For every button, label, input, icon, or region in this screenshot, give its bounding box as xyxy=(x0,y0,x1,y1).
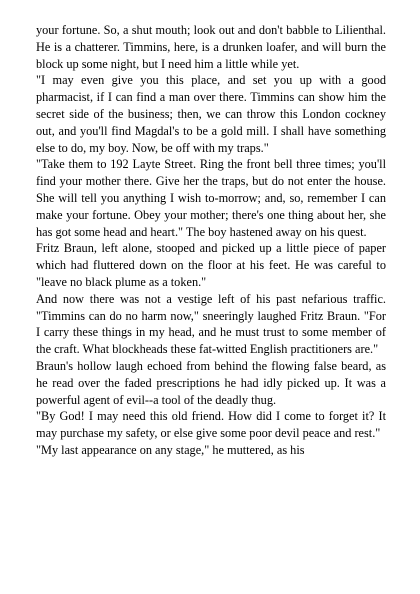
paragraph-5: And now there was not a vestige left of his past nefarious traffic. "Timmins can do no harm now," sneeringly laughed Fritz Braun. "For I carry these things in my head, and he must trust to some member of the craft. What blockheads these fat-witted English practitioners are." xyxy=(36,291,386,357)
paragraph-6: Braun's hollow laugh echoed from behind the flowing false beard, as he read over the faded prescriptions he had idly picked up. It was a powerful agent of evil--a tool of the deadly thug. xyxy=(36,358,386,407)
paragraph-4: Fritz Braun, left alone, stooped and picked up a little piece of paper which had fluttered down on the floor at his feet. He was careful to "leave no black plume as a token." xyxy=(36,241,386,289)
paragraph-7: "By God! I may need this old friend. How did I come to forget it? It may purchase my safety, or else give some poor devil peace and rest." xyxy=(36,409,386,441)
paragraph-2: "I may even give you this place, and set you up with a good pharmacist, if I can find a man over there. Timmins can show him the secret side of the business; then, we can throw this London cockney out, and you'll find Magdal's to be a gold mill. I shall have something else to do, my boy. Now, be off with my traps." xyxy=(36,73,386,155)
paragraph-8: "My last appearance on any stage," he muttered, as his xyxy=(36,442,305,457)
paragraph-1: your fortune. So, a shut mouth; look out and don't babble to Lilienthal. He is a chatterer. Timmins, here, is a drunken loafer, and will burn the block up some night, but I need him a little while yet. xyxy=(36,23,386,71)
paragraph-3: "Take them to 192 Layte Street. Ring the front bell three times; you'll find your mother there. Give her the traps, but do not enter the house. She will tell you anything I wish to-morrow; and, so, remember I can make your fortune. Obey your mother; there's one thing about her, she has got some head and heart." The boy hastened away on his quest. xyxy=(36,157,386,239)
page-body xyxy=(36,22,386,459)
